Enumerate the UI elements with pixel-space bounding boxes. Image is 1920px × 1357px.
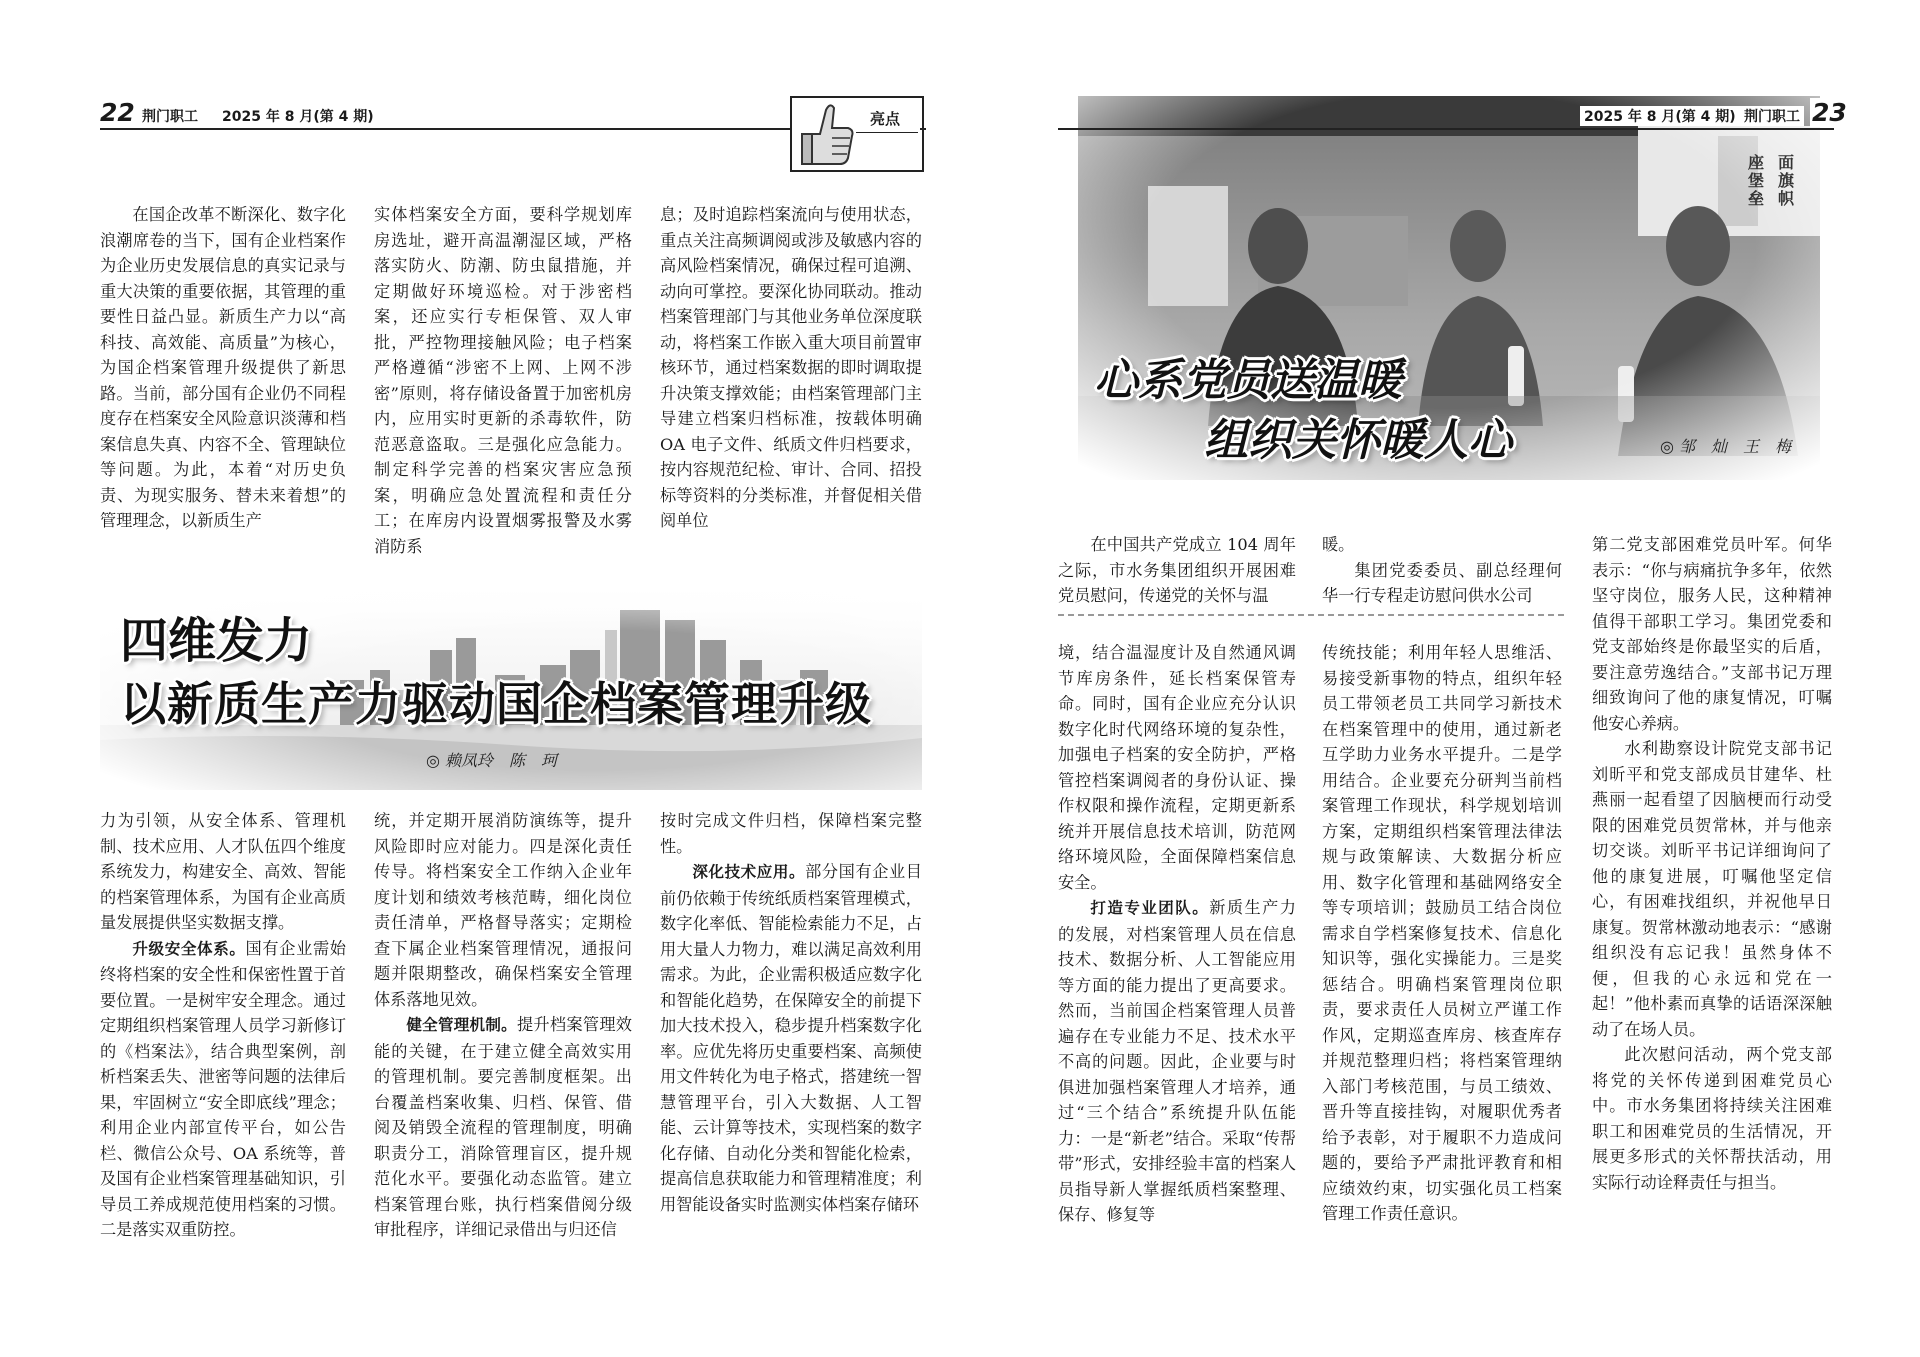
right-article-byline: ◎ 邹 灿 王 梅	[1660, 437, 1792, 456]
right-issue-date: 2025 年 8 月(第 4 期)	[1580, 106, 1740, 126]
thumbs-up-icon	[796, 98, 858, 168]
left-article-title-line1: 四维发力	[120, 613, 313, 669]
subheading-mechanism: 健全管理机制。	[406, 1016, 517, 1034]
left-article-col1-top: 在国企改革不断深化、数字化浪潮席卷的当下，国有企业档案作为企业历史发展信息的真实记录与重大决策的重要依据，其管理的重要性日益凸显。新质生产力以“高科技、高效能、高质量”为核心，为国企档案管理升级提供了新思路。当前，部分国有企业仍不同程度存在档案安全风险意识淡薄和档案信息失真、内容不全、管理缺位等问题。为此，本着“对历史负责、为现实服务、替未来着想”的管理理念，以新质生产	[100, 205, 346, 530]
continuation-divider	[1058, 614, 1564, 616]
left-article-byline: ◎ 赖凤玲 陈 珂	[426, 751, 558, 770]
subheading-technology: 深化技术应用。	[692, 863, 806, 881]
subheading-team: 打造专业团队。	[1090, 899, 1210, 917]
right-article-col1-top: 在中国共产党成立 104 周年之际，市水务集团组织开展困难党员慰问，传递党的关怀与温	[1058, 535, 1296, 605]
left-article-col3-bottom: 按时完成文件归档，保障档案完整性。 深化技术应用。部分国有企业目前仍依赖于传统纸质档案管理模式，数字化率低、智能检索能力不足，占用大量人力物力，难以满足高效利用需求。为此，企业需积极适应数字化和智能化趋势，在保障安全的前提下加大技术投入，稳步提升档案数字化率。应优先将历史重要档案、高频使用文件转化为电子格式，搭建统一智慧管理平台，引入大数据、人工智能、云计算等技术，实现档案的数字化存储、自动化分类和智能化检索，提高信息获取能力和管理精准度；利用智能设备实时监测实体档案存储环	[660, 811, 922, 1214]
left-header-rule	[100, 128, 790, 130]
right-header-rule	[1058, 128, 1834, 130]
left-magazine-name: 荆门职工	[142, 109, 198, 125]
right-article-title-line2: 组织关怀暖人心	[1204, 415, 1512, 466]
article-title-banner	[100, 590, 922, 790]
section-badge	[790, 96, 924, 172]
left-article-col3-top: 息；及时追踪档案流向与使用状态，重点关注高频调阅或涉及敏感内容的高风险档案情况，确保过程可追溯、动向可掌控。要深化协同联动。推动档案管理部门与其他业务单位深度联动，将档案工作嵌入重大项目前置审核环节，通过档案数据的即时调取提升决策支撑效能；由档案管理部门主导建立档案归档标准，按载体明确 OA 电子文件、纸质文件归档要求，按内容规范纪检、审计、合同、招投标等资料的分类标准，并督促相关借阅单位	[660, 205, 922, 530]
right-page-number: 23	[1812, 98, 1847, 127]
photo-sign-text-2: 面旗帜	[1778, 153, 1795, 208]
left-article-title-line2: 以新质生产力驱动国企档案管理升级	[120, 677, 872, 731]
left-article-col2-bottom: 统，并定期开展消防演练等，提升风险即时应对能力。四是深化责任传导。将档案安全工作纳入企业年度计划和绩效考核范畴，细化岗位责任清单，严格督导落实；定期检查下属企业档案管理情况，通报问题并限期整改，确保档案安全管理体系落地见效。 健全管理机制。提升档案管理效能的关键，在于建立健全高效实用的管理机制。要完善制度框架。出台覆盖档案收集、归档、保管、借阅及销毁全流程的管理制度，明确职责分工，消除管理盲区，提升规范化水平。要强化动态监管。建立档案管理台账，执行档案借阅分级审批程序，详细记录借出与归还信	[374, 811, 632, 1239]
left-article-col1-bottom: 力为引领，从安全体系、管理机制、技术应用、人才队伍四个维度系统发力，构建安全、高效、智能的档案管理体系，为国有企业高质量发展提供坚实数据支撑。 升级安全体系。国有企业需始终将档案的安全性和保密性置于首要位置。一是树牢安全理念。通过定期组织档案管理人员学习新修订的《档案法》，结合典型案例，剖析档案丢失、泄密等问题的法律后果，牢固树立“安全即底线”理念；利用企业内部宣传平台，如公告栏、微信公众号、OA 系统等，普及国有企业档案管理基础知识，引导员工养成规范使用档案的习惯。二是落实双重防控。	[100, 811, 346, 1239]
continued-article-col1: 境，结合温湿度计及自然通风调节库房条件，延长档案保管寿命。同时，国有企业应充分认识数字化时代网络环境的复杂性，加强电子档案的安全防护，严格管控档案调阅者的身份认证、操作权限和操作流程，定期更新系统并开展信息技术培训，防范网络环境风险，全面保障档案信息安全。 打造专业团队。新质生产力的发展，对档案管理人员在信息技术、数据分析、人工智能应用等方面的能力提出了更高要求。然而，当前国企档案管理人员普遍存在专业能力不足、技术水平不高的问题。因此，企业要与时俱进加强档案管理人才培养，通过“三个结合”系统提升队伍能力：一是“新老”结合。采取“传帮带”形式，安排经验丰富的档案人员指导新人掌握纸质档案整理、保存、修复等	[1058, 643, 1296, 1224]
left-page-number: 22	[100, 98, 135, 127]
left-header-rule-end	[920, 128, 926, 130]
right-article-col3: 第二党支部困难党员叶军。何华表示：“你与病痛抗争多年，依然坚守岗位，服务人民，这种精神值得干部职工学习。集团党委和党支部始终是你最坚实的后盾，要注意劳逸结合。”支部书记万理细致询问了他的康复情况，叮嘱他安心养病。 水利勘察设计院党支部书记刘昕平和党支部成员甘建华、杜燕丽一起看望了因脑梗而行动受限的困难党员贺常林，并与他亲切交谈。刘昕平书记详细询问了他的康复进展，叮嘱他坚定信心，有困难找组织，并祝他早日康复。贺常林激动地表示：“感谢组织没有忘记我！虽然身体不便，但我的心永远和党在一起！”他朴素而真挚的话语深深触动了在场人员。 此次慰问活动，两个党支部将党的关怀传递到困难党员心中。市水务集团将持续关注困难职工和困难党员的生活情况，开展更多形式的关怀帮扶活动，用实际行动诠释责任与担当。	[1592, 535, 1832, 1192]
continued-article-col2: 传统技能；利用年轻人思维活、易接受新事物的特点，组织年轻员工带领老员工共同学习新技术在档案管理中的使用，通过新老互学助力业务水平提升。二是学用结合。企业要充分研判当前档案管理工作现状，科学规划培训方案，定期组织档案管理法律法规与政策解读、大数据分析应用、数字化管理和基础网络安全等专项培训；鼓励员工结合岗位需求自学档案修复技术、信息化知识等，强化实操能力。三是奖惩结合。明确档案管理岗位职责，要求责任人员树立严谨工作作风，定期巡查库房、核查库存并规范整理归档；将档案管理纳入部门考核范围，与员工绩效、晋升等直接挂钩，对履职优秀者给予表彰，对于履职不力造成问题的，要给予严肃批评教育和相应绩效约束，切实强化员工档案管理工作责任意识。	[1322, 643, 1562, 1223]
section-label: 亮点	[870, 110, 901, 128]
left-issue-date: 2025 年 8 月(第 4 期)	[222, 109, 374, 125]
right-magazine-name: 荆门职工	[1740, 106, 1804, 126]
right-article-col2-top: 暖。 集团党委委员、副总经理何华一行专程走访慰问供水公司	[1322, 535, 1562, 605]
right-article-title-line1: 心系党员送温暖	[1094, 355, 1402, 406]
subheading-security: 升级安全体系。	[132, 939, 246, 958]
left-article-col2-top: 实体档案安全方面，要科学规划库房选址，避开高温潮湿区域，严格落实防火、防潮、防虫鼠措施，并定期做好环境巡检。对于涉密档案，还应实行专柜保管、双人审批，严控物理接触风险；电子档案严格遵循“涉密不上网、上网不涉密”原则，将存储设备置于加密机房内，应用实时更新的杀毒软件，防范恶意盗取。三是强化应急能力。制定科学完善的档案灾害应急预案，明确应急处置流程和责任分工；在库房内设置烟雾报警及水雾消防系	[374, 205, 632, 556]
photo-sign-text-1: 座堡垒	[1748, 153, 1765, 208]
